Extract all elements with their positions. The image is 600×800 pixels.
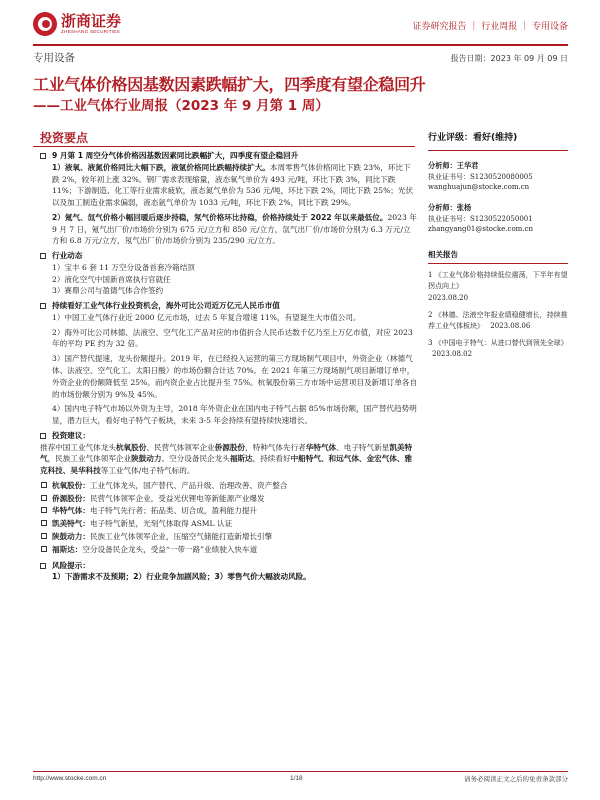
report-type-breadcrumb: 证券研究报告 ｜ 行业周报 ｜ 专用设备 (412, 22, 568, 32)
section-title: 9 月第 1 周空分气体价格因基数因素同比跌幅扩大，四季度有望企稳回升 (52, 151, 299, 160)
footer-divider (33, 771, 568, 772)
related-reports-heading: 相关报告 (428, 249, 568, 265)
related-report-date: 2023.08.02 (432, 350, 473, 359)
section-title: 风险提示： (52, 560, 90, 570)
report-title: 工业气体价格因基数因素跌幅扩大，四季度有望企稳回升 (33, 75, 426, 94)
related-report-title[interactable]: 1 《工业气体价格持续低位震荡，下半年有望拐点向上》 (428, 271, 568, 291)
checkbox-bullet-icon (41, 507, 47, 513)
logo-text-cn: 浙商证券 (61, 11, 122, 30)
analyst-name: 分析师：张杨 (428, 202, 472, 212)
paragraph: 3）国产替代提速，龙头份额提升。2019 年，在已经投入运营的第三方现场制气项目中，外资企业（林德气体、法液空、空气化工、太阳日酸）的市场份额合计达 70%。在 2021 年第三方现场制气项目新增订单中，外资企业的份额降低至 25%。而内资企业占比提升至 75%。杭氧股份第三方市场中运营项目及新增订单各自的市场份额分别为 9%及 45%。 (52, 354, 418, 399)
investment-highlights-heading: 投资要点 (40, 131, 89, 145)
industry-rating: 行业评级：看好(维持) (428, 132, 568, 151)
risk-text: 1）下游需求不及预期；2）行业竞争加剧风险；3）零售气价大幅波动风险。 (52, 572, 311, 582)
stock-pick-item: 侨源股份：民营气体领军企业，受益光伏锂电等新能源产业爆发 (40, 493, 418, 505)
stock-pick-item: 陕鼓动力：民族工业气体领军企业，压缩空气储能打造新增长引擎 (40, 531, 418, 543)
related-report-date: 2023.08.20 (428, 293, 469, 302)
section-risk (40, 560, 418, 584)
section-title: 行业动态 (52, 251, 83, 261)
stock-pick-item: 杭氧股份：工业气体龙头，国产替代、产品升级、治理改善、资产整合 (40, 480, 418, 492)
list-item: 1）宝丰 6 套 11 万空分设备首套冷箱结顶 (52, 262, 195, 272)
analyst-email[interactable]: wanghuajun@stocke.com.cn (428, 183, 530, 192)
section-price (40, 150, 418, 247)
checkbox-bullet-icon (41, 546, 47, 552)
list-item: 2）液化空气中国新首席执行官就任 (52, 274, 171, 284)
related-report-item[interactable] (428, 310, 568, 332)
square-bullet-icon (40, 433, 46, 439)
analyst-cert: 执业证书号：S1230522050001 (428, 214, 533, 223)
logo-text-en: ZHESHANG SECURITIES (61, 28, 120, 34)
related-report-item[interactable] (428, 338, 568, 360)
logo-icon (33, 12, 57, 36)
analyst-cert: 执业证书号：S1230520080005 (428, 172, 533, 181)
square-bullet-icon (40, 253, 46, 259)
stock-pick-item: 福斯达：空分设备民企龙头，受益“一带一路”业绩驶入快车道 (40, 544, 418, 556)
paragraph: 2）氪气、氙气价格小幅回暖后逐步持稳，氖气价格环比持稳，价格持续处于 2022 年以来最低位。2023 年 9 月 7 日，氪气出厂价/市场价分别为 675 元/立方和 850 元/立方，氙气出厂价/市场价分别为 6.3 万元/立方和 6.8 万元/立方，氖气出厂价/市场价分别为 235/290 元/立方。 (52, 212, 417, 246)
list-item: 3）赛鼎公司与盈德气体合作签约 (52, 286, 164, 296)
paragraph: 2）海外可比公司林德、法液空、空气化工产品对应的市值折合人民币达数千亿乃至上万亿市值，对应 2023 年的平均 PE 约为 32 倍。 (52, 327, 413, 349)
paragraph: 推荐中国工业气体龙头杭氧股份、民营气体领军企业侨源股份，特种气体先行者华特气体、电子特气新星凯美特气，民族工业气体领军企业陕鼓动力、空分设备民企龙头福斯达，持续看好中船特气、和远气体、金宏气体、雅克科技、昊华科技等工业气体/电子特气标的。 (40, 442, 413, 476)
analyst-block (428, 203, 568, 235)
square-bullet-icon (40, 563, 46, 569)
report-subtitle: ——工业气体行业周报（2023 年 9 月第 1 周） (33, 98, 329, 114)
analyst-name: 分析师：王华君 (428, 160, 479, 170)
page-header (33, 10, 568, 38)
related-report-title[interactable]: 2 《林德、法液空年报业绩稳健增长，持续推荐工业气体板块》 (428, 310, 568, 330)
checkbox-bullet-icon (41, 520, 47, 526)
section-industry-news (40, 250, 418, 297)
stock-pick-item: 凯美特气：电子特气新星，光刻气体取得 ASML 认证 (40, 518, 418, 530)
section-title: 持续看好工业气体行业投资机会，海外可比公司近万亿元人民币市值 (52, 301, 280, 311)
report-category: 专用设备 (33, 52, 75, 64)
related-report-title[interactable]: 3 《中国电子特气：从进口替代到领先全球》 (428, 339, 568, 348)
analyst-block (428, 161, 568, 193)
checkbox-bullet-icon (41, 533, 47, 539)
section-opportunity (40, 300, 418, 427)
related-report-date: 2023.08.06 (490, 321, 531, 330)
checkbox-bullet-icon (41, 495, 47, 501)
square-bullet-icon (40, 153, 46, 159)
paragraph: 1）中国工业气体行业近 2000 亿元市场，过去 5 年复合增速 11%，有望诞生大市值公司。 (52, 312, 361, 322)
main-content (40, 150, 418, 585)
stock-pick-item: 华特气体：电子特气先行者；拓品类、切合成，盈利能力提升 (40, 505, 418, 517)
footer-website-link[interactable]: http://www.stocke.com.cn (33, 775, 107, 782)
checkbox-bullet-icon (41, 482, 47, 488)
stock-picks-list (40, 480, 418, 556)
paragraph: 1）液氧、液氮价格同比大幅下跌，液氩价格同比跌幅持续扩大。本周零售气体价格同比下跌 23%，环比下跌 2%，较年初上涨 32%。钢厂需求表现缩量，液态氧气单价为 493 元/吨，环比下跌 3%，同比下跌 11%；下游制造、化工等行业需求疲软，液态氮气单价为 536 元/吨，环比下跌 2%，同比下跌 25%；光伏以及加工制造业需求偏弱，液态氩气单价为 1033 元/吨，环比下跌 2%，同比下跌 29%。 (52, 162, 414, 208)
analyst-email[interactable]: zhangyang01@stocke.com.cn (428, 225, 533, 234)
header-divider (33, 44, 568, 46)
section-title: 投资建议： (52, 430, 90, 440)
page-number: 1/18 (290, 775, 303, 782)
report-date: 报告日期：2023 年 09 月 09 日 (450, 54, 568, 63)
footer-disclaimer: 请务必阅读正文之后的免责条款部分 (464, 775, 568, 783)
sidebar (428, 132, 568, 360)
section-divider (33, 146, 415, 147)
company-logo (33, 12, 121, 36)
related-report-item[interactable] (428, 270, 568, 304)
paragraph: 4）国内电子特气市场以外资为主导，2018 年外资企业在国内电子特气占据 85%市场份额，国产替代趋势明显，潜力巨大，看好电子特气子板块，未来 3-5 年会持续有望持续快速增长。 (52, 404, 417, 426)
square-bullet-icon (40, 303, 46, 309)
section-recommendation (40, 430, 418, 556)
